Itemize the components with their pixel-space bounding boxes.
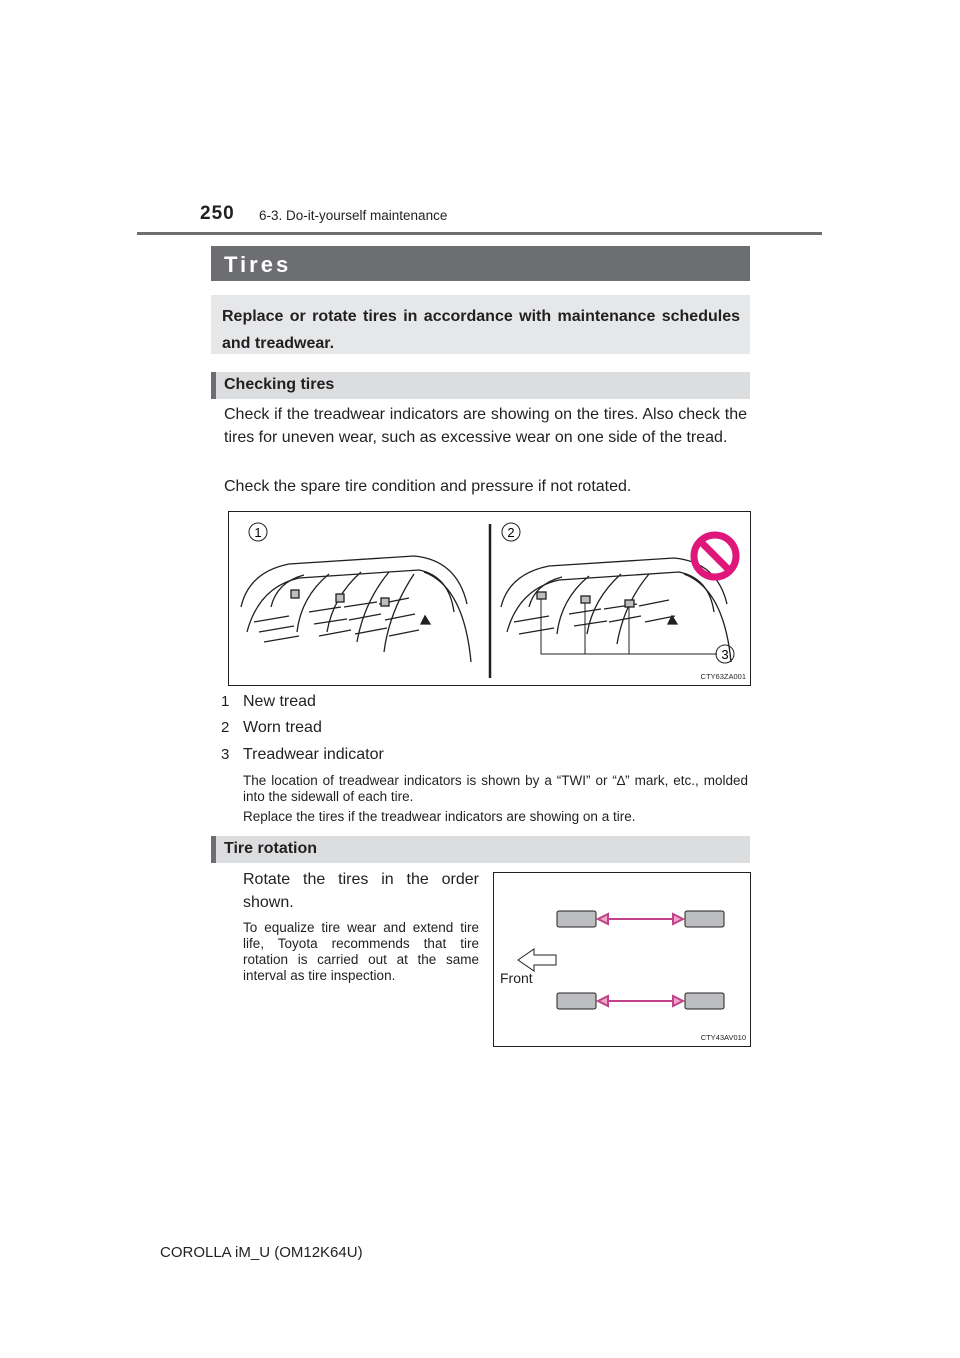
page-number: 250 <box>200 203 235 224</box>
checking-tires-heading: Checking tires <box>224 376 335 393</box>
legend-label: Worn tread <box>243 719 322 736</box>
replace-note: Replace the tires if the treadwear indicators are showing on a tire. <box>243 809 636 824</box>
front-label: Front <box>500 970 533 986</box>
callout-2: 2 <box>507 525 515 540</box>
rotation-note: To equalize tire wear and extend tire life, Toyota recommends that tire rotation is carried out at the same interval as tire inspection. <box>243 920 479 983</box>
checking-tires-heading-bar <box>211 372 750 399</box>
tread-illustration <box>229 512 750 685</box>
tread-figure-code: CTY63ZA001 <box>700 672 746 681</box>
new-tread-tire <box>241 556 471 662</box>
legend-label: Treadwear indicator <box>243 746 384 763</box>
rotation-figure <box>493 872 751 1047</box>
callout-3: 3 <box>721 647 729 662</box>
legend-number: 2 <box>221 719 230 736</box>
legend-number: 3 <box>221 746 230 763</box>
tire-icons <box>557 911 724 1009</box>
rotation-arrows <box>598 914 683 1006</box>
tire-rotation-heading: Tire rotation <box>224 840 318 857</box>
front-arrow-icon <box>518 949 556 971</box>
callout-1: 1 <box>254 525 262 540</box>
intro-text: Replace or rotate tires in accordance with maintenance schedules and treadwear. <box>222 308 740 352</box>
prohibited-icon <box>694 535 736 577</box>
tread-figure <box>228 511 751 686</box>
footer-model: COROLLA iM_U (OM12K64U) <box>160 1244 363 1261</box>
worn-tread-tire <box>501 558 731 662</box>
intro-box <box>211 295 750 354</box>
rotation-text: Rotate the tires in the order shown. <box>243 871 479 911</box>
title-bar <box>211 246 750 281</box>
section-label: 6-3. Do-it-yourself maintenance <box>259 208 448 223</box>
checking-paragraph-2: Check the spare tire condition and pressure if not rotated. <box>224 478 632 495</box>
tire-rotation-heading-bar <box>211 836 750 863</box>
legend-label: New tread <box>243 693 316 710</box>
rotation-diagram <box>494 873 750 1046</box>
page-title: Tires <box>224 252 292 277</box>
header-rule <box>137 232 822 235</box>
treadwear-note: The location of treadwear indicators is shown by a “TWI” or “∆” mark, etc., molded into the sidewall of each tire. <box>243 773 748 804</box>
checking-paragraph-1: Check if the treadwear indicators are showing on the tires. Also check the tires for uneven wear, such as excessive wear on one side of the tread. <box>224 406 747 446</box>
legend-number: 1 <box>221 693 230 710</box>
rotation-figure-code: CTY43AV010 <box>700 1033 746 1042</box>
